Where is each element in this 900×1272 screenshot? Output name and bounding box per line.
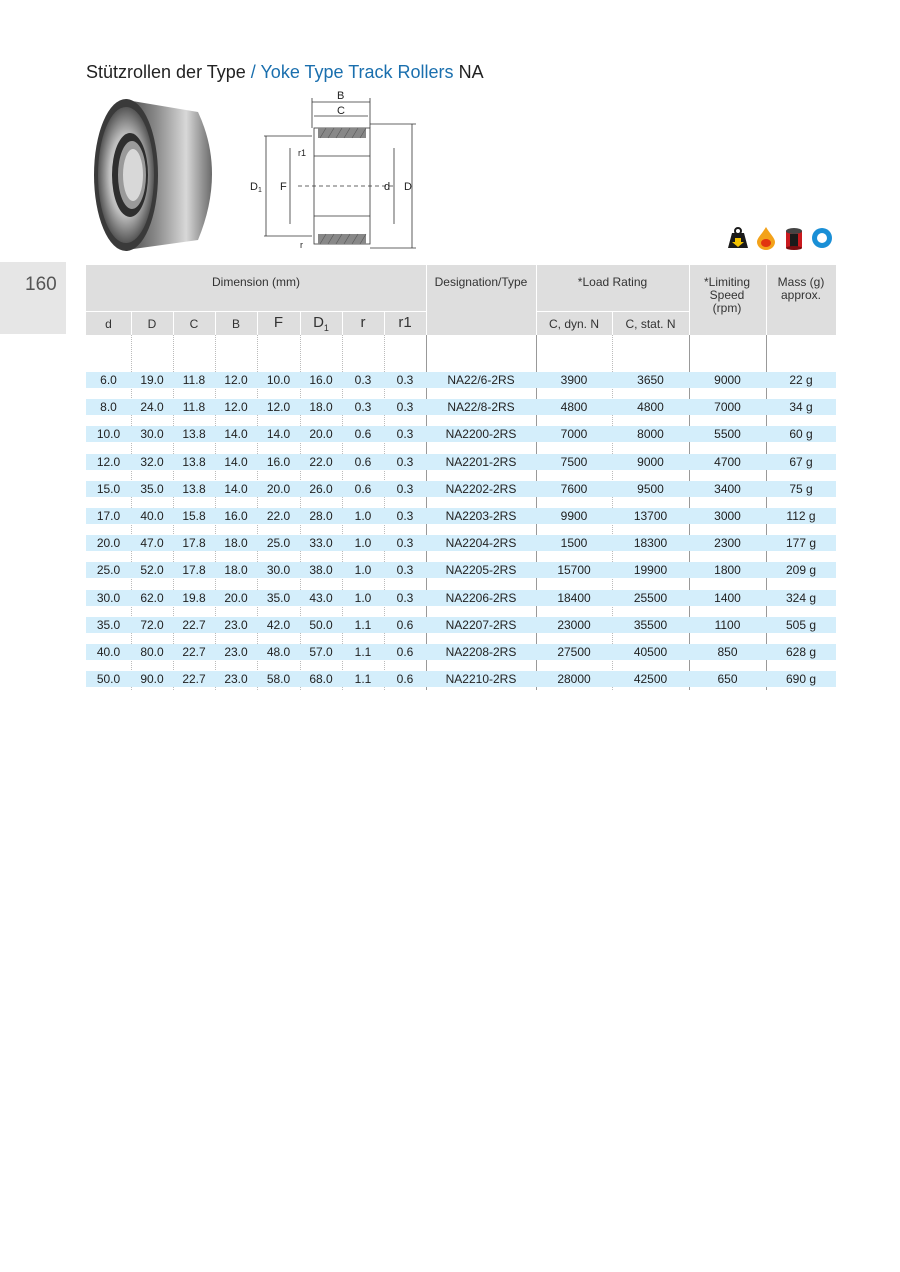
cell-designation: NA2210-2RS xyxy=(445,672,517,687)
title-suffix: NA xyxy=(453,62,484,82)
table-row xyxy=(86,481,836,497)
cell-d: 25.0 xyxy=(96,563,121,578)
label-r1: r1 xyxy=(298,148,307,158)
cell-c-stat: 9000 xyxy=(637,454,664,469)
title-separator: / xyxy=(245,62,261,82)
cell-designation: NA2208-2RS xyxy=(445,645,517,659)
cell-B: 14.0 xyxy=(224,481,248,496)
label-D: D xyxy=(404,181,412,193)
cell-B: 18.0 xyxy=(224,563,248,578)
cell-B: 23.0 xyxy=(224,645,248,659)
cell-D: 19.0 xyxy=(140,373,164,387)
cell-limiting-speed: 3400 xyxy=(714,481,741,496)
cell-r1: 0.3 xyxy=(396,536,414,551)
subheader-D: D xyxy=(147,317,157,331)
cell-C: 22.7 xyxy=(182,645,206,659)
cell-c-stat: 3650 xyxy=(637,373,664,387)
cell-mass: 324 g xyxy=(785,590,817,605)
cell-D: 62.0 xyxy=(140,590,164,605)
cell-c-dyn: 4800 xyxy=(560,400,588,415)
cell-B: 18.0 xyxy=(224,536,248,551)
cell-r: 1.1 xyxy=(354,672,372,687)
cell-B: 16.0 xyxy=(224,509,248,523)
cell-d: 12.0 xyxy=(96,454,121,469)
technical-drawing xyxy=(246,88,426,256)
cell-D1: 20.0 xyxy=(309,427,333,442)
cell-B: 23.0 xyxy=(224,672,248,687)
cell-mass: 60 g xyxy=(789,427,813,442)
cell-c-stat: 18300 xyxy=(633,536,668,551)
cell-B: 23.0 xyxy=(224,617,248,632)
cell-r: 1.0 xyxy=(354,509,372,523)
cell-F: 22.0 xyxy=(266,509,291,523)
cell-D: 32.0 xyxy=(140,454,164,469)
cell-c-stat: 35500 xyxy=(633,617,668,632)
cell-r1: 0.6 xyxy=(396,672,414,687)
cell-B: 12.0 xyxy=(224,400,248,415)
label-F: F xyxy=(280,181,287,193)
subheader-B: B xyxy=(231,317,240,331)
table-row xyxy=(86,590,836,606)
cell-D: 72.0 xyxy=(140,617,164,632)
cell-designation: NA22/6-2RS xyxy=(447,373,515,387)
cell-r: 1.0 xyxy=(354,536,372,551)
cell-B: 14.0 xyxy=(224,427,248,442)
cell-designation: NA22/8-2RS xyxy=(447,400,515,415)
feature-icons xyxy=(727,226,833,250)
cell-designation: NA2203-2RS xyxy=(445,509,517,523)
table-row xyxy=(86,372,836,388)
subheader-d: d xyxy=(105,317,112,331)
cell-c-dyn: 23000 xyxy=(557,617,591,632)
cell-r1: 0.3 xyxy=(396,481,414,496)
cell-D: 47.0 xyxy=(140,536,164,551)
subheader-D1: $D_1$ xyxy=(313,314,329,333)
cell-c-dyn: 7600 xyxy=(560,481,588,496)
cell-d: 30.0 xyxy=(96,590,121,605)
table-row xyxy=(86,644,836,660)
cell-mass: 628 g xyxy=(785,645,817,659)
page-number: 160 xyxy=(25,274,57,295)
cell-c-stat: 42500 xyxy=(633,672,668,687)
cell-c-dyn: 3900 xyxy=(560,373,588,387)
header-mass: Mass (g) approx. xyxy=(777,275,825,302)
cell-D: 80.0 xyxy=(140,645,164,659)
table-body xyxy=(86,335,836,690)
cell-d: 20.0 xyxy=(96,536,121,551)
cell-mass: 22 g xyxy=(789,373,813,387)
cell-B: 14.0 xyxy=(224,454,248,469)
ring-icon xyxy=(811,226,833,250)
cell-d: 15.0 xyxy=(96,481,121,496)
cell-c-dyn: 9900 xyxy=(560,509,588,523)
cell-r1: 0.3 xyxy=(396,373,414,387)
cell-D1: 43.0 xyxy=(309,590,333,605)
cell-D1: 28.0 xyxy=(309,509,333,523)
sealed-cylinder-icon xyxy=(783,226,805,250)
table-row xyxy=(86,562,836,578)
cell-C: 15.8 xyxy=(182,509,206,523)
table-row xyxy=(86,671,836,687)
cell-C: 11.8 xyxy=(182,400,206,415)
cell-D1: 50.0 xyxy=(309,617,333,632)
cell-C: 22.7 xyxy=(182,672,206,687)
cell-d: 6.0 xyxy=(100,373,117,387)
cell-designation: NA2207-2RS xyxy=(445,617,517,632)
cell-F: 14.0 xyxy=(266,427,291,442)
cell-D: 40.0 xyxy=(140,509,164,523)
cell-r1: 0.6 xyxy=(396,617,414,632)
subheader-F: F xyxy=(273,314,284,331)
cell-c-dyn: 7000 xyxy=(560,427,588,442)
oil-drop-icon xyxy=(755,226,777,250)
cell-c-dyn: 7500 xyxy=(560,454,588,469)
cell-C: 22.7 xyxy=(182,617,206,632)
cell-designation: NA2204-2RS xyxy=(445,536,517,551)
cell-r: 0.6 xyxy=(354,481,372,496)
page-number-tab xyxy=(0,262,66,334)
cell-limiting-speed: 1400 xyxy=(714,590,741,605)
cell-F: 16.0 xyxy=(266,454,291,469)
cell-B: 20.0 xyxy=(224,590,248,605)
product-photo xyxy=(86,92,226,254)
cell-mass: 34 g xyxy=(789,400,813,415)
cell-d: 17.0 xyxy=(96,509,121,523)
title-german: Stützrollen der Type xyxy=(86,62,246,82)
cell-designation: NA2202-2RS xyxy=(445,481,517,496)
cell-mass: 505 g xyxy=(785,617,817,632)
cell-F: 58.0 xyxy=(266,672,291,687)
cell-limiting-speed: 5500 xyxy=(714,427,741,442)
cell-D1: 22.0 xyxy=(309,454,333,469)
header-limiting-speed: *Limiting Speed (rpm) xyxy=(703,275,751,315)
cell-r1: 0.3 xyxy=(396,590,414,605)
cell-c-dyn: 27500 xyxy=(557,645,591,659)
header-designation: Designation/Type xyxy=(434,275,528,289)
cell-D1: 26.0 xyxy=(309,481,333,496)
cell-d: 10.0 xyxy=(96,427,121,442)
cell-F: 30.0 xyxy=(266,563,291,578)
cell-d: 50.0 xyxy=(96,672,121,687)
cell-r: 0.6 xyxy=(354,427,372,442)
cell-D: 52.0 xyxy=(140,563,164,578)
cell-D1: 18.0 xyxy=(309,400,333,415)
cell-C: 19.8 xyxy=(182,590,206,605)
cell-mass: 67 g xyxy=(789,454,813,469)
cell-D: 90.0 xyxy=(140,672,164,687)
table-row xyxy=(86,426,836,442)
cell-D: 30.0 xyxy=(140,427,164,442)
cell-limiting-speed: 850 xyxy=(717,645,738,659)
cell-limiting-speed: 1800 xyxy=(714,563,741,578)
weight-icon xyxy=(727,226,749,250)
cell-limiting-speed: 9000 xyxy=(714,373,741,387)
subheader-r: r xyxy=(360,314,366,331)
cell-F: 12.0 xyxy=(266,400,291,415)
cell-c-stat: 40500 xyxy=(633,645,668,659)
label-r: r xyxy=(300,240,303,250)
cell-r: 0.3 xyxy=(354,373,372,387)
cell-r: 0.6 xyxy=(354,454,372,469)
cell-designation: NA2206-2RS xyxy=(445,590,517,605)
cell-C: 11.8 xyxy=(182,373,206,387)
cell-F: 42.0 xyxy=(266,617,291,632)
cell-d: 35.0 xyxy=(96,617,121,632)
page-title xyxy=(86,62,484,83)
cell-mass: 75 g xyxy=(789,481,813,496)
cell-C: 13.8 xyxy=(182,481,206,496)
cell-c-stat: 8000 xyxy=(637,427,664,442)
cell-r1: 0.3 xyxy=(396,454,414,469)
cell-C: 13.8 xyxy=(182,454,206,469)
cell-r1: 0.3 xyxy=(396,509,414,523)
cell-F: 25.0 xyxy=(266,536,291,551)
table-row xyxy=(86,454,836,470)
cell-C: 17.8 xyxy=(182,563,206,578)
cell-r: 1.1 xyxy=(354,617,372,632)
label-d: d xyxy=(384,181,391,193)
table-row xyxy=(86,399,836,415)
header-dimension: Dimension (mm) xyxy=(211,275,300,289)
cell-r1: 0.6 xyxy=(396,645,414,659)
cell-c-dyn: 1500 xyxy=(560,536,588,551)
subheader-C: C xyxy=(189,317,199,331)
cell-designation: NA2201-2RS xyxy=(445,454,517,469)
label-C: C xyxy=(337,105,345,117)
cell-B: 12.0 xyxy=(224,373,248,387)
table-row xyxy=(86,535,836,551)
cell-designation: NA2200-2RS xyxy=(445,427,517,442)
cell-c-stat: 25500 xyxy=(633,590,668,605)
cell-limiting-speed: 2300 xyxy=(714,536,741,551)
cell-mass: 690 g xyxy=(785,672,817,687)
table-row xyxy=(86,617,836,633)
cell-designation: NA2205-2RS xyxy=(445,563,517,578)
cell-r: 0.3 xyxy=(354,400,372,415)
cell-mass: 209 g xyxy=(785,563,817,578)
cell-limiting-speed: 3000 xyxy=(714,509,741,523)
table-header xyxy=(86,265,836,335)
cell-F: 10.0 xyxy=(266,373,291,387)
cell-mass: 112 g xyxy=(786,509,816,523)
cell-r1: 0.3 xyxy=(396,400,414,415)
cell-r1: 0.3 xyxy=(396,563,414,578)
cell-D1: 68.0 xyxy=(309,672,333,687)
cell-c-stat: 13700 xyxy=(633,509,668,523)
cell-c-dyn: 18400 xyxy=(557,590,591,605)
header-load-rating: *Load Rating xyxy=(577,275,648,289)
cell-D: 24.0 xyxy=(140,400,164,415)
subheader-dyn: C, dyn. N xyxy=(548,317,599,331)
cell-r: 1.0 xyxy=(354,590,372,605)
cell-D1: 16.0 xyxy=(309,373,333,387)
cell-limiting-speed: 4700 xyxy=(714,454,741,469)
cell-F: 20.0 xyxy=(266,481,291,496)
cell-D1: 57.0 xyxy=(309,645,333,659)
title-english: Yoke Type Track Rollers xyxy=(260,62,454,82)
label-D1: D1 xyxy=(250,181,262,194)
cell-F: 35.0 xyxy=(266,590,291,605)
cell-D1: 33.0 xyxy=(309,536,333,551)
cell-c-stat: 19900 xyxy=(633,563,668,578)
cell-r: 1.0 xyxy=(354,563,372,578)
cell-F: 48.0 xyxy=(266,645,291,659)
cell-d: 40.0 xyxy=(96,645,121,659)
cell-c-dyn: 15700 xyxy=(557,563,591,578)
cell-D: 35.0 xyxy=(140,481,164,496)
cell-C: 17.8 xyxy=(182,536,206,551)
cell-limiting-speed: 1100 xyxy=(714,617,741,632)
subheader-stat: C, stat. N xyxy=(625,317,676,331)
cell-limiting-speed: 650 xyxy=(717,672,738,687)
subheader-r1: r1 xyxy=(398,314,412,331)
cell-r1: 0.3 xyxy=(396,427,414,442)
cell-limiting-speed: 7000 xyxy=(714,400,741,415)
cell-c-stat: 4800 xyxy=(637,400,664,415)
cell-c-stat: 9500 xyxy=(637,481,664,496)
cell-d: 8.0 xyxy=(100,400,117,415)
cell-r: 1.1 xyxy=(354,645,372,659)
cell-mass: 177 g xyxy=(785,536,817,551)
label-B: B xyxy=(337,90,345,102)
cell-D1: 38.0 xyxy=(309,563,333,578)
cell-c-dyn: 28000 xyxy=(557,672,591,687)
table-row xyxy=(86,508,836,524)
cell-C: 13.8 xyxy=(182,427,206,442)
specs-table xyxy=(86,265,836,690)
